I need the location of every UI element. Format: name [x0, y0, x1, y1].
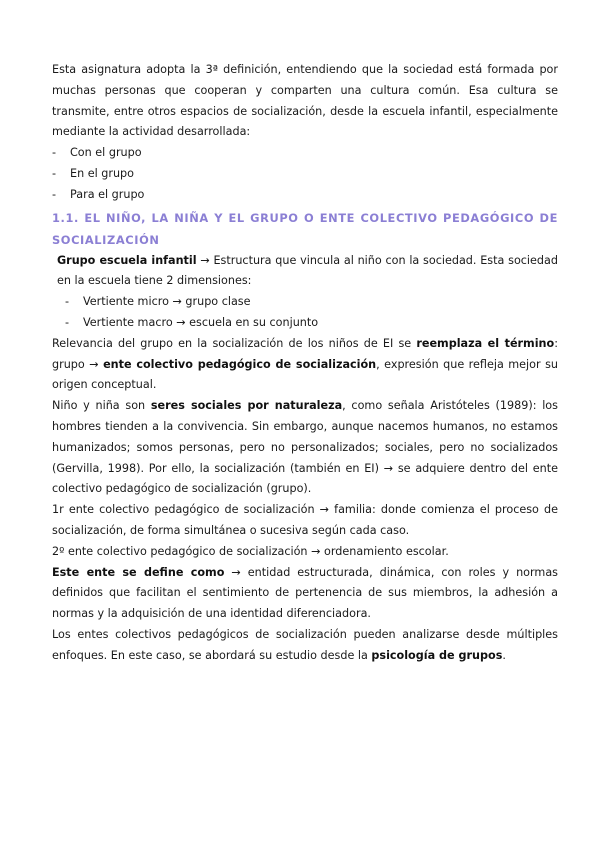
list-item: - Para el grupo — [52, 187, 145, 201]
paragraph-ordenamiento: 2º ente colectivo pedagógico de socialización → ordenamiento escolar. — [52, 544, 449, 558]
list-item: - En el grupo — [52, 166, 135, 180]
paragraph-seres-sociales: Niño y niña son seres sociales por naturaleza, como señala Aristóteles (1989): los hombres tienden a la convivencia. Sin embargo, aunque nacemos humanos, no estamos humanizados; somos personas, pero no personalizados; sociales, pero no socializados (Gervilla, 1998). Por ello, la socialización (también en EI) → se adquiere dentro del ente colectivo pedagógico de socialización (grupo). — [52, 399, 558, 496]
section-heading: 1.1. EL NIÑO, LA NIÑA Y EL GRUPO O ENTE COLECTIVO PEDAGÓGICO DE SOCIALIZACIÓN — [52, 210, 558, 247]
paragraph-familia: 1r ente colectivo pedagógico de socialización → familia: donde comienza el proceso de socialización, de forma simultánea o sucesiva según cada caso. — [52, 503, 558, 537]
document-body — [52, 60, 558, 667]
list-item: - Vertiente macro → escuela en su conjunto — [65, 315, 319, 329]
paragraph-enfoques: Los entes colectivos pedagógicos de socialización pueden analizarse desde múltiples enfoques. En este caso, se abordará su estudio desde la psicología de grupos. — [52, 627, 558, 662]
intro-paragraph: Esta asignatura adopta la 3ª definición, entendiendo que la sociedad está formada por muchas personas que cooperan y comparten una cultura común. Esa cultura se transmite, entre otros espacios de socialización, desde la escuela infantil, especialmente mediante la actividad desarrollada: — [52, 63, 558, 139]
paragraph-definicion: Este ente se define como → entidad estructurada, dinámica, con roles y normas definidos que facilitan el sentimiento de pertenencia de sus miembros, la adhesión a normas y la adquisición de una identidad diferenciadora. — [52, 565, 559, 621]
list-item: - Con el grupo — [52, 146, 142, 160]
paragraph-grupo-escuela: Grupo escuela infantil → Estructura que vincula al niño con la sociedad. Esta sociedad en la escuela tiene 2 dimensiones: — [57, 253, 558, 288]
list-item: - Vertiente micro → grupo clase — [65, 295, 251, 309]
paragraph-relevancia: Relevancia del grupo en la socialización de los niños de EI se reemplaza el término: grupo → ente colectivo pedagógico de socialización, expresión que refleja mejor su origen conceptual. — [52, 336, 558, 392]
